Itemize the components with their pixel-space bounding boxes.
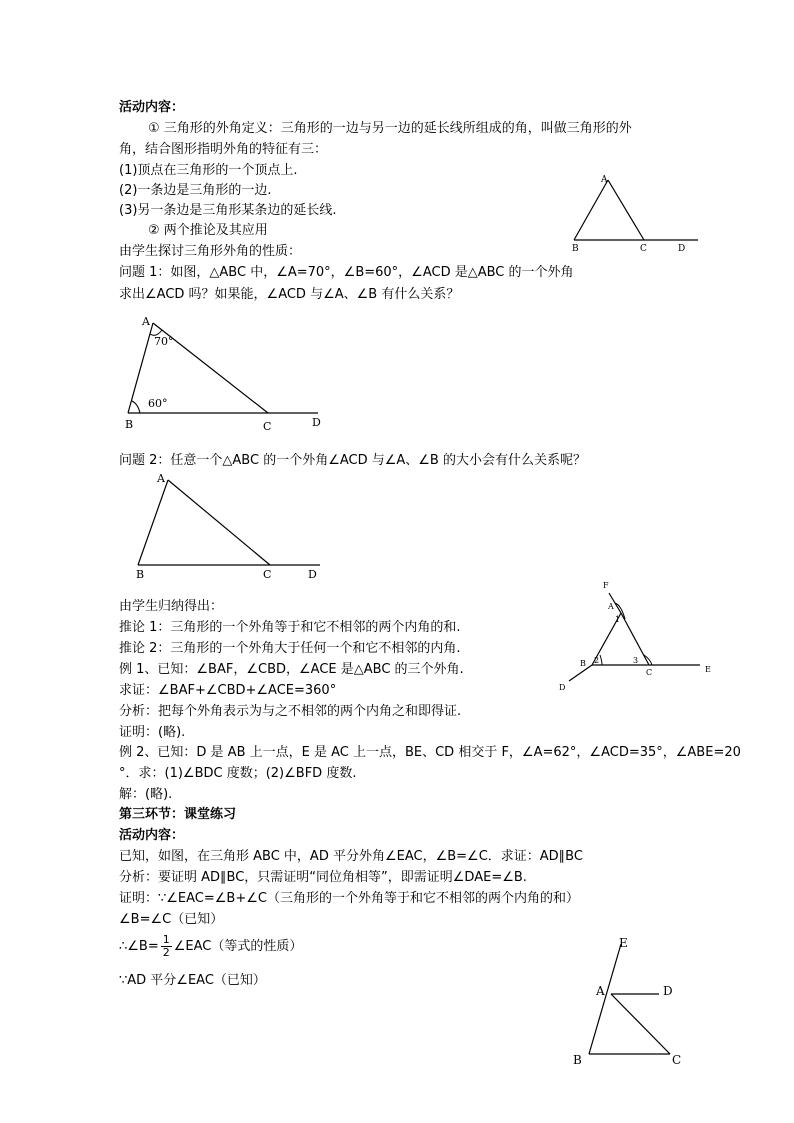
proof-line-3-suffix: ∠EAC（等式的性质） [173, 939, 303, 954]
corollary-2: 推论 2：三角形的一个外角大于任何一个和它不相邻的内角. [119, 641, 461, 656]
label-a: A [601, 175, 608, 185]
example-2-cont: °．求：(1)∠BDC 度数；(2)∠BFD 度数. [119, 766, 357, 781]
activity-heading-2: 活动内容： [119, 828, 185, 843]
label-a: A [608, 602, 614, 611]
section-2-title: ② 两个推论及其应用 [148, 223, 268, 238]
label-d: D [663, 984, 673, 998]
proof-line-4: ∵AD 平分∠EAC（已知） [119, 973, 266, 988]
example-2: 例 2、已知：D 是 AB 上一点，E 是 AC 上一点，BE、CD 相交于 F，∠A=62°，∠ACD=35°，∠ABE=20 [119, 745, 741, 760]
angle-label-b: 60° [148, 397, 168, 410]
label-2: 2 [594, 656, 600, 665]
label-a: A [157, 472, 165, 485]
label-e: E [705, 665, 711, 674]
label-b: B [573, 1053, 582, 1067]
feature-3: (3)另一条边是三角形某条边的延长线. [119, 203, 337, 218]
label-b: B [572, 244, 579, 254]
section-3-heading: 第三环节：课堂练习 [119, 807, 237, 822]
explore-line: 由学生探讨三角形外角的性质： [119, 244, 302, 259]
label-c: C [646, 668, 653, 677]
fraction-denominator: 2 [162, 946, 170, 959]
figure-triangle-1 [560, 165, 710, 260]
side-ac [168, 480, 270, 565]
side-ac [611, 994, 670, 1054]
label-d: D [678, 244, 686, 254]
label-b: B [580, 659, 586, 668]
label-1: 1 [615, 615, 621, 624]
side-ac [608, 180, 644, 240]
label-e: E [619, 936, 628, 950]
angle-label-a: 70° [154, 335, 174, 348]
label-c: C [263, 420, 272, 433]
proof-line-2: ∠B=∠C（已知） [119, 912, 224, 927]
label-a: A [142, 315, 150, 328]
label-d: D [559, 683, 566, 692]
label-3: 3 [633, 656, 639, 665]
label-d: D [308, 568, 317, 581]
label-b: B [136, 568, 145, 581]
question-2: 问题 2：任意一个△ABC 的一个外角∠ACD 与∠A、∠B 的大小会有什么关系呢？ [119, 453, 586, 468]
angle-arc-b [132, 401, 140, 413]
proof-line-3-prefix: ∴∠B= [119, 939, 159, 954]
summary-line: 由学生归纳得出： [119, 599, 224, 614]
proof-line-3 [119, 934, 302, 960]
label-c: C [640, 244, 647, 254]
side-ab [138, 480, 168, 565]
label-d: D [312, 416, 321, 429]
label-c: C [672, 1053, 682, 1067]
label-c: C [263, 568, 272, 581]
label-f: F [603, 581, 609, 590]
question-1: 问题 1：如图，△ABC 中，∠A=70°，∠B=60°，∠ACD 是△ABC 的一个外角 [119, 265, 574, 280]
figure-triangle-3 [125, 470, 335, 585]
question-1-cont: 求出∠ACD 吗？如果能，∠ACD 与∠A、∠B 有什么关系？ [119, 287, 460, 302]
figure-exterior-angles [555, 575, 725, 695]
activity-heading: 活动内容： [119, 100, 185, 115]
angle-arc-2 [600, 655, 602, 665]
feature-2: (2)一条边是三角形的一边. [119, 183, 272, 198]
example-2-solution: 解：(略). [119, 787, 173, 802]
example-1-prove: 求证：∠BAF+∠CBD+∠ACE=360° [119, 683, 337, 698]
label-a: A [596, 984, 605, 998]
figure-triangle-2 [118, 308, 338, 433]
side-ab [574, 180, 608, 240]
definition-line: ① 三角形的外角定义：三角形的一边与另一边的延长线所组成的角，叫做三角形的外 [148, 121, 632, 136]
feature-1: (1)顶点在三角形的一个顶点上. [119, 163, 298, 178]
example-1-analysis: 分析：把每个外角表示为与之不相邻的两个内角之和即得证. [119, 704, 462, 719]
label-b: B [125, 418, 134, 431]
corollary-1: 推论 1：三角形的一个外角等于和它不相邻的两个内角的和. [119, 620, 461, 635]
figure-bisector [565, 930, 695, 1075]
fraction-half [161, 934, 172, 959]
proof-line-1: 证明：∵∠EAC=∠B+∠C（三角形的一个外角等于和它不相邻的两个内角的和） [119, 891, 579, 906]
fraction-numerator: 1 [162, 933, 170, 946]
example-1: 例 1、已知：∠BAF，∠CBD，∠ACE 是△ABC 的三个外角. [119, 662, 464, 677]
example-1-proof: 证明：(略). [119, 725, 186, 740]
exercise-analysis: 分析：要证明 AD∥BC，只需证明“同位角相等”，即需证明∠DAE=∠B. [119, 870, 527, 885]
definition-line-2: 角，结合图形指明外角的特征有三： [119, 142, 328, 157]
exercise-line: 已知，如图，在三角形 ABC 中，AD 平分外角∠EAC，∠B=∠C．求证：AD∥BC [119, 849, 583, 864]
